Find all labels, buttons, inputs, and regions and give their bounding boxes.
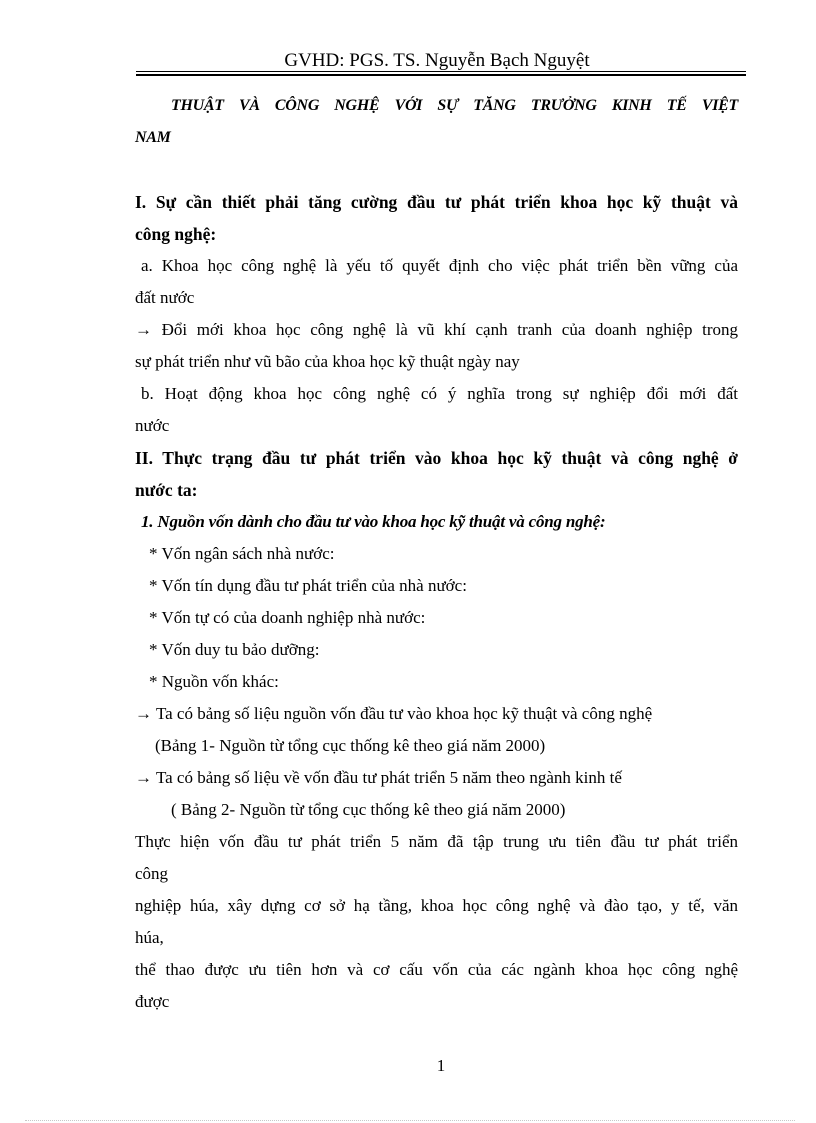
page-header: GVHD: PGS. TS. Nguyễn Bạch Nguyệt	[284, 50, 590, 71]
paragraph-line: nghiệp húa, xây dựng cơ sở hạ tầng, khoa học công nghệ và đào tạo, y tế, văn	[135, 896, 738, 915]
item-a-line-2: đất nước	[135, 288, 195, 307]
section-2-heading-line-2: nước ta:	[135, 480, 198, 500]
paragraph-line: thể thao được ưu tiên hơn và cơ cấu vốn của các ngành khoa học công nghệ	[135, 960, 738, 979]
item-b-line-1: b. Hoạt động khoa học công nghệ có ý nghĩa trong sự nghiệp đổi mới đất	[141, 384, 738, 403]
table-2-note: ( Bảng 2- Nguồn từ tổng cục thống kê theo giá năm 2000)	[171, 800, 566, 819]
item-a-line-1: a. Khoa học công nghệ là yếu tố quyết định cho việc phát triển bền vững của	[141, 256, 738, 275]
document-body	[135, 90, 738, 1018]
bullet-item: * Vốn tín dụng đầu tư phát triển của nhà nước:	[149, 576, 467, 595]
section-1-heading-line-2: công nghệ:	[135, 224, 217, 244]
bullet-item: * Vốn duy tu bảo dưỡng:	[149, 640, 320, 659]
paragraph-line: công	[135, 864, 169, 883]
section-2-heading-line-1: II. Thực trạng đầu tư phát triển vào khoa học kỹ thuật và công nghệ ở	[135, 448, 738, 468]
header-rule-thick	[136, 74, 746, 76]
document-title-line-2: NAM	[135, 129, 171, 146]
arrow-note-line-1: → Đổi mới khoa học công nghệ là vũ khí cạnh tranh của doanh nghiệp trong	[135, 320, 738, 339]
paragraph-line: được	[135, 992, 170, 1011]
arrow-note-line-2: sự phát triển như vũ bão của khoa học kỹ thuật ngày nay	[135, 352, 520, 371]
item-b-line-2: nước	[135, 416, 170, 435]
arrow-table-2-intro: → Ta có bảng số liệu về vốn đầu tư phát triển 5 năm theo ngành kinh tế	[135, 768, 622, 787]
bullet-item: * Nguồn vốn khác:	[149, 672, 279, 691]
subsection-1-heading: 1. Nguồn vốn dành cho đầu tư vào khoa học kỹ thuật và công nghệ:	[141, 512, 606, 531]
header-rule-thin	[136, 71, 746, 72]
page-number: 1	[436, 1056, 446, 1075]
section-1-heading-line-1: I. Sự cần thiết phải tăng cường đầu tư phát triển khoa học kỹ thuật và	[135, 192, 738, 212]
table-1-note: (Bảng 1- Nguồn từ tổng cục thống kê theo giá năm 2000)	[155, 736, 546, 755]
page-bottom-border	[25, 1120, 795, 1121]
paragraph-line: húa,	[135, 928, 164, 947]
arrow-table-1-intro: → Ta có bảng số liệu nguồn vốn đầu tư vào khoa học kỹ thuật và công nghệ	[135, 704, 653, 723]
bullet-item: * Vốn ngân sách nhà nước:	[149, 544, 335, 563]
blank-line	[135, 154, 738, 186]
paragraph-line: Thực hiện vốn đầu tư phát triển 5 năm đã tập trung ưu tiên đầu tư phát triển	[135, 832, 738, 851]
bullet-item: * Vốn tự có của doanh nghiệp nhà nước:	[149, 608, 426, 627]
document-title-line-1: THUẬT VÀ CÔNG NGHỆ VỚI SỰ TĂNG TRƯỞNG KINH TẾ VIỆT	[171, 97, 738, 114]
